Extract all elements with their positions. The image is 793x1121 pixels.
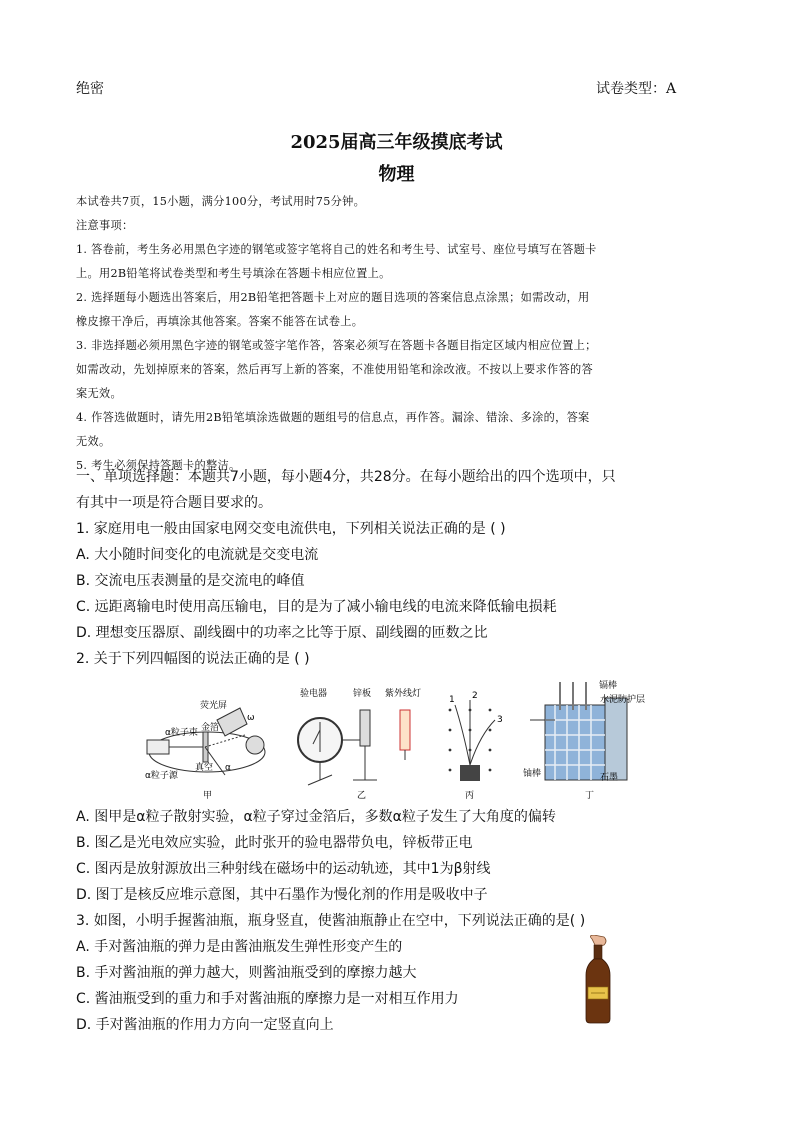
section-heading: 一、单项选择题：本题共7小题，每小题4分，共28分。在每小题给出的四个选项中，只 xyxy=(76,469,616,485)
caption-ding: 丁 xyxy=(585,791,595,801)
notice-line: 上。用2B铅笔将试卷类型和考生号填涂在答题卡相应位置上。 xyxy=(76,267,391,280)
notice-line: 无效。 xyxy=(76,435,111,448)
figure-bing xyxy=(449,691,503,801)
caption-jia: 甲 xyxy=(203,791,213,801)
q1-option-d: D. 理想变压器原、副线圈中的功率之比等于原、副线圈的匝数之比 xyxy=(76,625,488,641)
q2-stem: 2. 关于下列四幅图的说法正确的是 ( ) xyxy=(76,651,310,667)
q2-q3-block xyxy=(76,804,726,1038)
header-left: 绝密 xyxy=(76,81,104,97)
header-right: 试卷类型：A xyxy=(596,81,677,97)
label-omega: ω xyxy=(247,713,255,723)
label-3: 3 xyxy=(497,715,503,725)
notice-line: 1. 答卷前，考生务必用黑色字迹的钢笔或签字笔将自己的姓名和考生号、试室号、座位号填写在答题卡 xyxy=(76,243,597,256)
figure-yi xyxy=(298,687,421,801)
label-1: 1 xyxy=(449,695,455,705)
label-alpha: α xyxy=(225,763,231,773)
q2-option-a: A. 图甲是α粒子散射实验，α粒子穿过金箔后，多数α粒子发生了大角度的偏转 xyxy=(76,809,556,825)
label-cement: 水泥防护层 xyxy=(600,695,646,705)
q2-option-d: D. 图丁是核反应堆示意图，其中石墨作为慢化剂的作用是吸收中子 xyxy=(76,887,488,903)
notice-line: 5. 考生必须保持答题卡的整洁。 xyxy=(76,459,241,472)
label-uv: 紫外线灯 xyxy=(385,689,422,699)
notice-title: 注意事项： xyxy=(76,219,134,232)
label-uranium: 铀棒 xyxy=(523,769,542,779)
notice-line: 如需改动，先划掉原来的答案，然后再写上新的答案，不准使用铅笔和涂改液。不按以上要求作答的答 xyxy=(76,363,593,376)
label-electroscope: 验电器 xyxy=(300,689,328,699)
notice-line: 3. 非选择题必须用黑色字迹的钢笔或签字笔作答，答案必须写在答题卡各题目指定区域内相应位置上； xyxy=(76,339,597,352)
exam-title: 2025届高三年级摸底考试 xyxy=(290,132,503,153)
exam-subject: 物理 xyxy=(378,164,415,185)
q1-option-a: A. 大小随时间变化的电流就是交变电流 xyxy=(76,547,319,563)
caption-yi: 乙 xyxy=(357,791,367,801)
q2-option-b: B. 图乙是光电效应实验，此时张开的验电器带负电，锌板带正电 xyxy=(76,835,473,851)
caption-bing: 丙 xyxy=(465,791,475,801)
notice-line: 4. 作答选做题时，请先用2B铅笔填涂选做题的题组号的信息点，再作答。漏涂、错涂、多涂的，答案 xyxy=(76,411,590,424)
notice-line: 2. 选择题每小题选出答案后，用2B铅笔把答题卡上对应的题目选项的答案信息点涂黑；如需改动，用 xyxy=(76,291,590,304)
label-beam: α粒子束 xyxy=(165,728,198,738)
label-2: 2 xyxy=(472,691,478,701)
section-and-q1 xyxy=(76,464,726,672)
q3-option-a: A. 手对酱油瓶的弹力是由酱油瓶发生弹性形变产生的 xyxy=(76,939,403,955)
label-rod: 镉棒 xyxy=(599,681,618,691)
q2-option-c: C. 图丙是放射源放出三种射线在磁场中的运动轨迹，其中1为β射线 xyxy=(76,861,491,877)
q3-option-b: B. 手对酱油瓶的弹力越大，则酱油瓶受到的摩擦力越大 xyxy=(76,965,417,981)
q3-option-c: C. 酱油瓶受到的重力和手对酱油瓶的摩擦力是一对相互作用力 xyxy=(76,991,459,1007)
label-graphite: 石墨 xyxy=(600,773,619,783)
q1-option-b: B. 交流电压表测量的是交流电的峰值 xyxy=(76,573,305,589)
q3-stem: 3. 如图，小明手握酱油瓶，瓶身竖直，使酱油瓶静止在空中，下列说法正确的是( ) xyxy=(76,913,586,929)
q2-figures xyxy=(145,680,665,804)
q3-option-d: D. 手对酱油瓶的作用力方向一定竖直向上 xyxy=(76,1017,334,1033)
q1-option-c: C. 远距离输电时使用高压输电，目的是为了减小输电线的电流来降低输电损耗 xyxy=(76,599,557,615)
figure-jia xyxy=(145,699,265,801)
figure-ding xyxy=(523,680,645,801)
instructions xyxy=(76,190,716,478)
label-screen: 荧光屏 xyxy=(200,701,228,711)
intro-line: 本试卷共7页，15小题，满分100分，考试用时75分钟。 xyxy=(76,195,366,208)
bottle-figure xyxy=(578,935,618,1025)
label-vacuum: 真空 xyxy=(195,763,214,773)
q1-stem: 1. 家庭用电一般由国家电网交变电流供电，下列相关说法正确的是 ( ) xyxy=(76,521,506,537)
notice-line: 橡皮擦干净后，再填涂其他答案。答案不能答在试卷上。 xyxy=(76,315,364,328)
notice-line: 案无效。 xyxy=(76,387,122,400)
label-source: α粒子源 xyxy=(145,771,178,781)
section-heading: 有其中一项是符合题目要求的。 xyxy=(76,495,272,511)
label-gold: 金箔 xyxy=(201,723,220,733)
label-zinc: 锌板 xyxy=(353,689,372,699)
